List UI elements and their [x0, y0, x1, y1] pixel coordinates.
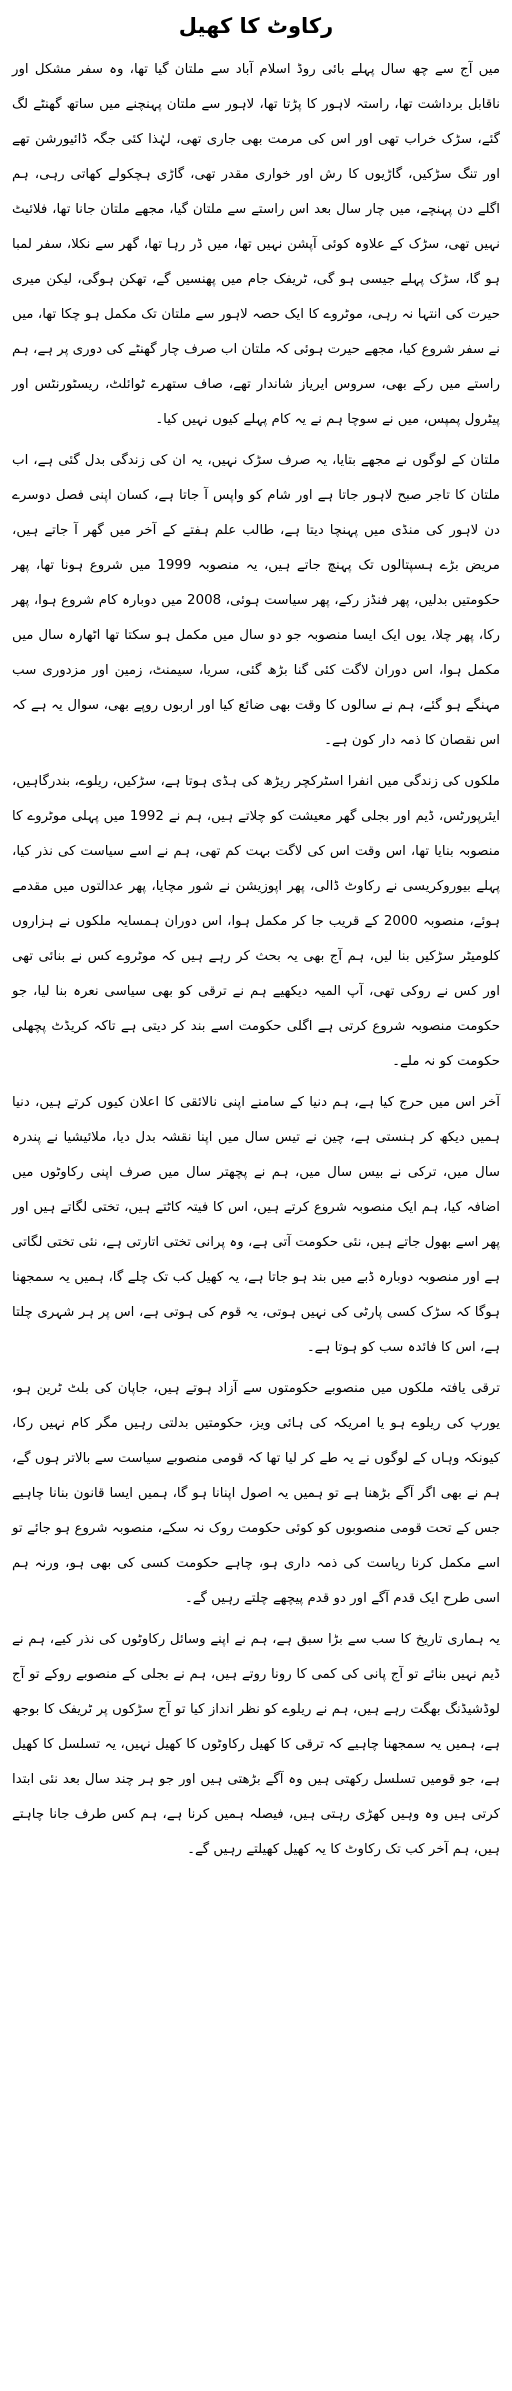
article-paragraph: میں آج سے چھ سال پہلے بائی روڈ اسلام آباد سے ملتان گیا تھا، وہ سفر مشکل اور ناقابل برداشت تھا، راستہ لاہور کا پڑتا تھا، لاہور سے ملتان پہنچنے میں ساتھ گھنٹے لگ گئے، سڑک خراب تھی اور اس کی مرمت بھی جاری تھی، لہٰذا کئی جگہ ڈائیورشن تھے اور تنگ سڑکیں، گاڑیوں کا رش اور خواری مقدر تھی، گاڑی ہچکولے کھاتی رہی، ہم اگلے دن پہنچے، میں چار سال بعد اس راستے سے ملتان گیا، مجھے ملتان جانا تھا، فلائیٹ نہیں تھی، سڑک کے علاوہ کوئی آپشن نہیں تھا، میں ڈر رہا تھا، گھر سے نکلا، سفر لمبا ہو گا، سڑک پہلے جیسی ہو گی، ٹریفک جام میں پھنسیں گے، تھکن ہوگی، لیکن میری حیرت کی انتہا نہ رہی، موٹروے کا ایک حصہ لاہور سے ملتان تک مکمل ہو چکا تھا، میں نے سفر شروع کیا، مجھے حیرت ہوئی کہ ملتان اب صرف چار گھنٹے کی دوری پر ہے، ہم راستے میں رکے بھی، سروس ایریاز شاندار تھے، صاف ستھرے ٹوائلٹ، ریسٹورنٹس اور پیٹرول پمپس، میں نے سوچا ہم نے یہ کام پہلے کیوں نہیں کیا۔ — [12, 62, 500, 427]
article-paragraph: یہ ہماری تاریخ کا سب سے بڑا سبق ہے، ہم نے اپنے وسائل رکاوٹوں کی نذر کیے، ہم نے ڈیم نہیں بنائے تو آج پانی کی کمی کا رونا روتے ہیں، ہم نے بجلی کے منصوبے روکے تو آج لوڈشیڈنگ بھگت رہے ہیں، ہم نے ریلوے کو نظر انداز کیا تو آج سڑکوں پر ٹریفک کا بوجھ ہے، ہمیں یہ سمجھنا چاہیے کہ ترقی کا کھیل رکاوٹوں کا کھیل نہیں، یہ تسلسل کا کھیل ہے، جو قومیں تسلسل رکھتی ہیں وہ آگے بڑھتی ہیں اور جو ہر چند سال بعد نئی ابتدا کرتی ہیں وہ وہیں کھڑی رہتی ہیں، فیصلہ ہمیں کرنا ہے، ہم کس طرف جانا چاہتے ہیں، ہم آخر کب تک رکاوٹ کا یہ کھیل کھیلتے رہیں گے۔ — [12, 1632, 500, 1857]
article-paragraph: ملکوں کی زندگی میں انفرا اسٹرکچر ریڑھ کی ہڈی ہوتا ہے، سڑکیں، ریلوے، بندرگاہیں، ایئرپورٹس، ڈیم اور بجلی گھر معیشت کو چلاتے ہیں، ہم نے 1992 میں پہلی موٹروے کا منصوبہ بنایا تھا، اس وقت اس کی لاگت بہت کم تھی، ہم نے اسے سیاست کی نذر کیا، پہلے بیوروکریسی نے رکاوٹ ڈالی، پھر اپوزیشن نے شور مچایا، پھر عدالتوں میں مقدمے ہوئے، منصوبہ 2000 کے قریب جا کر مکمل ہوا، اس دوران ہمسایہ ملکوں نے ہزاروں کلومیٹر سڑکیں بنا لیں، ہم آج بھی یہ بحث کر رہے ہیں کہ موٹروے کس نے بنائی تھی اور کس نے روکی تھی، آپ المیہ دیکھیے ہم نے ترقی کو بھی سیاسی نعرہ بنا لیا، جو حکومت منصوبہ شروع کرتی ہے اگلی حکومت اسے بند کر دیتی ہے تاکہ کریڈٹ پچھلی حکومت کو نہ ملے۔ — [12, 774, 500, 1069]
article-body — [12, 52, 500, 1867]
article-paragraph: ملتان کے لوگوں نے مجھے بتایا، یہ صرف سڑک نہیں، یہ ان کی زندگی بدل گئی ہے، اب ملتان کا تاجر صبح لاہور جاتا ہے اور شام کو واپس آ جاتا ہے، کسان اپنی فصل دوسرے دن لاہور کی منڈی میں پہنچا دیتا ہے، طالب علم ہفتے کے آخر میں گھر آ جاتے ہیں، مریض بڑے ہسپتالوں تک پہنچ جاتے ہیں، یہ منصوبہ 1999 میں شروع ہونا تھا، پھر حکومتیں بدلیں، پھر فنڈز رکے، پھر سیاست ہوئی، 2008 میں دوبارہ کام شروع ہوا، پھر رکا، پھر چلا، یوں ایک ایسا منصوبہ جو دو سال میں مکمل ہو سکتا تھا اٹھارہ سال میں مکمل ہوا، اس دوران لاگت کئی گنا بڑھ گئی، سریا، سیمنٹ، زمین اور مزدوری سب مہنگے ہو گئے، ہم نے سالوں کا وقت بھی ضائع کیا اور اربوں روپے بھی، سوال یہ ہے کہ اس نقصان کا ذمہ دار کون ہے۔ — [12, 453, 500, 748]
article-header — [12, 0, 500, 52]
article-paragraph: آخر اس میں حرج کیا ہے، ہم دنیا کے سامنے اپنی نالائقی کا اعلان کیوں کرتے ہیں، دنیا ہمیں دیکھ کر ہنستی ہے، چین نے تیس سال میں اپنا نقشہ بدل دیا، ملائیشیا نے پندرہ سال میں، ترکی نے بیس سال میں، ہم نے پچھتر سال میں صرف اپنی رکاوٹوں میں اضافہ کیا، ہم ایک منصوبہ شروع کرتے ہیں، اس کا فیتہ کاٹتے ہیں، تختی لگاتے ہیں اور پھر اسے بھول جاتے ہیں، نئی حکومت آتی ہے، وہ پرانی تختی اتارتی ہے، نئی تختی لگاتی ہے اور منصوبہ دوبارہ ڈبے میں بند ہو جاتا ہے، یہ کھیل کب تک چلے گا، ہمیں یہ سمجھنا ہوگا کہ سڑک کسی پارٹی کی نہیں ہوتی، یہ قوم کی ہوتی ہے، اس پر ہر شہری چلتا ہے، اس کا فائدہ سب کو ہوتا ہے۔ — [12, 1095, 500, 1355]
article-paragraph: ترقی یافتہ ملکوں میں منصوبے حکومتوں سے آزاد ہوتے ہیں، جاپان کی بلٹ ٹرین ہو، یورپ کی ریلوے ہو یا امریکہ کی ہائی ویز، حکومتیں بدلتی رہیں مگر کام نہیں رکا، کیونکہ وہاں کے لوگوں نے یہ طے کر لیا تھا کہ قومی منصوبے سیاست سے بالاتر ہوں گے، ہم نے بھی اگر آگے بڑھنا ہے تو ہمیں یہ اصول اپنانا ہو گا، ہمیں ایسا قانون بنانا چاہیے جس کے تحت قومی منصوبوں کو کوئی حکومت روک نہ سکے، منصوبہ شروع ہو جائے تو اسے مکمل کرنا ریاست کی ذمہ داری ہو، چاہے حکومت کسی کی بھی ہو، ورنہ ہم اسی طرح ایک قدم آگے اور دو قدم پیچھے چلتے رہیں گے۔ — [12, 1381, 500, 1606]
article-title: رکاوٹ کا کھیل — [178, 14, 334, 38]
